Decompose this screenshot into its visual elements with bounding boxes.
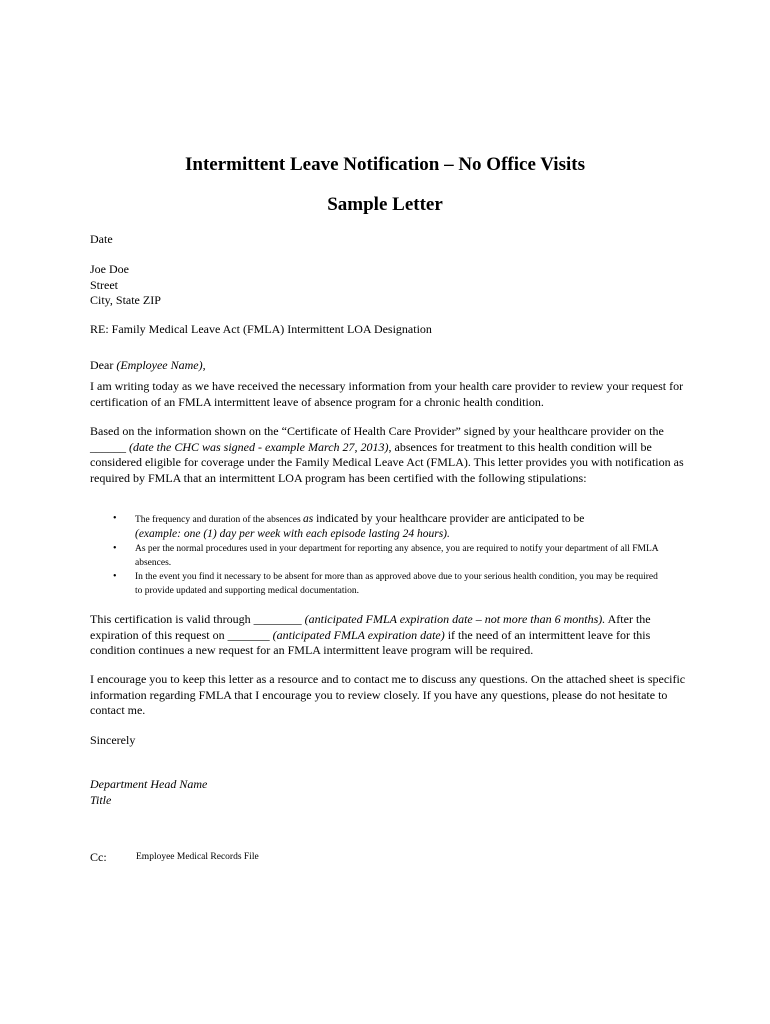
list-item: • In the event you find it necessary to be absent for more than as approved above due to your serious health condition, you may be required to provide updated and supporting medical documentation. [113, 571, 658, 596]
bullet-icon: • [113, 513, 117, 524]
bullet-icon: • [113, 543, 117, 554]
stipulations-list [90, 512, 660, 598]
para2-text-c: , absences for treatment to this health condition will be considered eligible for coverage under the Family Medical Leave Act (FMLA). This letter provides you with notification as required by FMLA that an intermittent LOA program has been certified with the following stipulations: [90, 439, 684, 485]
address-street: Street [90, 277, 118, 292]
signature-name: Department Head Name [90, 777, 208, 791]
paragraph-encourage: I encourage you to keep this letter as a resource and to contact me to discuss any questions. On the attached sheet is specific information regarding FMLA that I encourage you to review closely. If you have any questions, please do not hesitate to contact me. [90, 672, 686, 717]
list-item: • The frequency and duration of the absences as indicated by your healthcare provider are anticipated to be (example: one (1) day per week with each episode lasting 24 hours). [113, 513, 585, 540]
signature-title: Title [90, 792, 112, 807]
letter-title: Intermittent Leave Notification – No Office Visits [185, 154, 585, 175]
paragraph-certificate [90, 424, 688, 486]
salutation-prefix: Dear [90, 358, 117, 372]
bullet-example: (example: one (1) day per week with each episode lasting 24 hours). [135, 528, 450, 540]
para2-date-note: (date the CHC was signed - example March 27, 2013) [129, 439, 389, 454]
closing: Sincerely [90, 733, 136, 747]
para2-text-a: Based on the information shown on the “Certificate of Health Care Provider” signed by your healthcare provider on the ______ [90, 424, 664, 454]
address-block [90, 262, 688, 309]
cc-label: Cc: [90, 850, 107, 864]
salutation [90, 358, 688, 374]
date-line: Date [90, 232, 113, 246]
paragraph-validity: This certification is valid through ________ (anticipated FMLA expiration date – not more than 6 months). After the expiration of this request on _______ (anticipated FMLA expiration date) if the need of an intermittent leave for this condition continues a new request for an FMLA intermittent leave program will be required. [90, 612, 651, 657]
paragraph-intro: I am writing today as we have received the necessary information from your health care provider to review your request for certification of an FMLA intermittent leave of absence program for a chronic health condition. [90, 379, 684, 409]
cc-value: Employee Medical Records File [136, 852, 259, 862]
signature-block [90, 777, 688, 808]
list-item: • As per the normal procedures used in your department for reporting any absence, you are required to notify your department of all FMLA absences. [113, 543, 659, 568]
re-line: RE: Family Medical Leave Act (FMLA) Intermittent LOA Designation [90, 322, 432, 336]
bullet-icon: • [113, 571, 117, 582]
salutation-name: (Employee Name), [116, 358, 206, 372]
address-name: Joe Doe [90, 262, 129, 276]
address-city: City, State ZIP [90, 293, 161, 307]
letter-subtitle: Sample Letter [327, 194, 443, 215]
